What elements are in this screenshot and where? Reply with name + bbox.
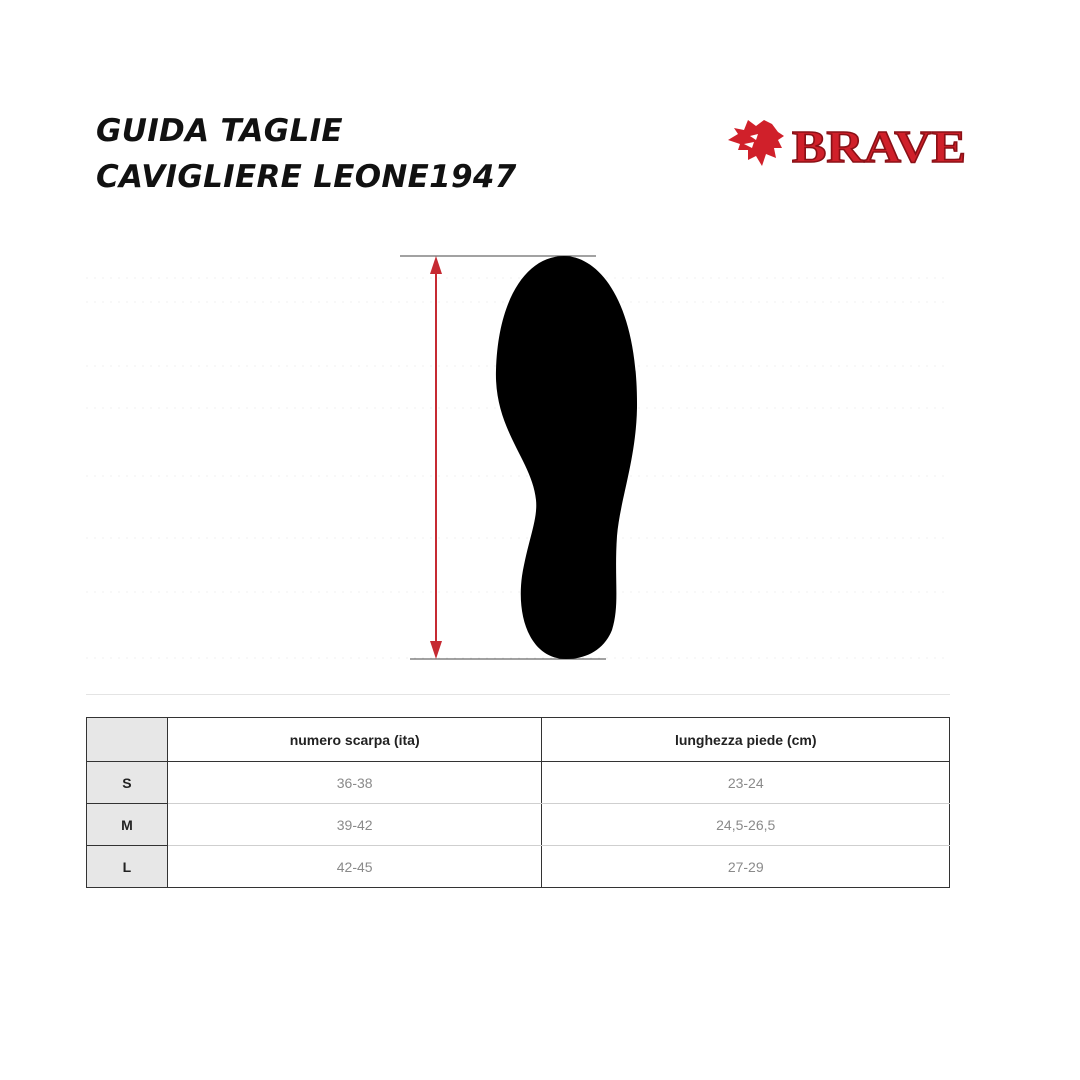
table-row xyxy=(87,804,950,846)
table-row xyxy=(87,846,950,888)
title-line-2: CAVIGLIERE LEONE1947 xyxy=(96,159,517,195)
foot-length-cell: 27-29 xyxy=(542,846,950,888)
size-label: L xyxy=(87,846,168,888)
divider xyxy=(86,694,950,695)
foot-sole-icon xyxy=(496,256,637,659)
table-header-row xyxy=(87,718,950,762)
page-title xyxy=(96,108,517,200)
foot-length-cell: 24,5-26,5 xyxy=(542,804,950,846)
shoe-size-cell: 36-38 xyxy=(167,762,542,804)
logo-text: BRAVE xyxy=(792,121,966,170)
length-arrow xyxy=(430,256,442,659)
size-table xyxy=(86,717,950,888)
shoe-size-cell: 42-45 xyxy=(167,846,542,888)
brave-logo xyxy=(726,114,970,170)
title-line-1: GUIDA TAGLIE xyxy=(96,113,343,149)
header-foot-length: lunghezza piede (cm) xyxy=(542,718,950,762)
header-shoe-size: numero scarpa (ita) xyxy=(167,718,542,762)
foot-measure-diagram xyxy=(86,240,952,680)
table-row xyxy=(87,762,950,804)
shoe-size-cell: 39-42 xyxy=(167,804,542,846)
size-label: S xyxy=(87,762,168,804)
foot-length-cell: 23-24 xyxy=(542,762,950,804)
size-label: M xyxy=(87,804,168,846)
wolf-head-icon xyxy=(728,120,784,166)
header-corner-cell xyxy=(87,718,168,762)
